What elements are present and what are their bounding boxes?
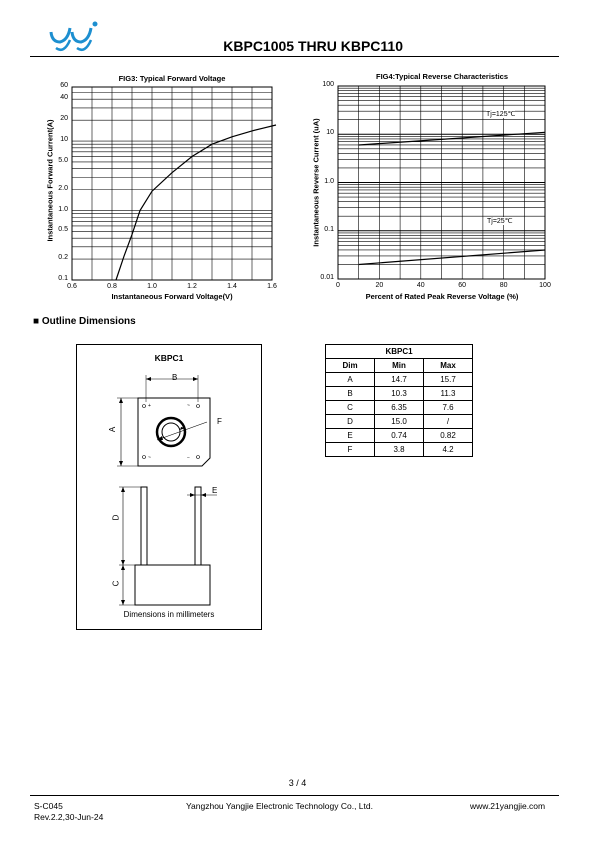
fig4-ytick: 0.1 xyxy=(324,225,334,233)
outline-drawing xyxy=(76,344,262,630)
fig4-label-25: Tj=25℃ xyxy=(487,218,513,225)
website: www.21yangjie.com xyxy=(470,801,546,811)
svg-text:~: ~ xyxy=(148,455,151,461)
dimension-table-title: KBPC1 xyxy=(326,345,473,359)
dimensions-caption: Dimensions in millimeters xyxy=(123,610,215,619)
fig3-ytick: 2.0 xyxy=(58,184,68,192)
fig4-xtick: 80 xyxy=(499,282,508,289)
fig3-title: FIG3: Typical Forward Voltage xyxy=(118,74,226,83)
table-cell: 15.7 xyxy=(424,373,473,387)
dim-label-a: A xyxy=(108,426,118,433)
table-cell: C xyxy=(326,401,375,415)
dim-label-e: E xyxy=(212,486,218,495)
fig3-ytick: 10 xyxy=(60,136,68,144)
fig3-xtick: 1.0 xyxy=(147,283,157,290)
doc-code: S-C045 xyxy=(34,801,63,811)
dimension-table xyxy=(325,344,473,457)
table-row xyxy=(326,429,473,443)
dimension-table-header: Min xyxy=(375,359,424,373)
dim-label-d: D xyxy=(111,514,121,521)
fig4-ytick: 10 xyxy=(326,129,334,137)
table-cell: B xyxy=(326,387,375,401)
fig3-ytick: 1.0 xyxy=(58,205,68,213)
table-cell: 14.7 xyxy=(375,373,424,387)
fig4-xtick: 0 xyxy=(336,282,340,289)
table-cell: F xyxy=(326,443,375,457)
document-title: KBPC1005 THRU KBPC110 xyxy=(223,38,403,54)
table-cell: D xyxy=(326,415,375,429)
table-cell: 3.8 xyxy=(375,443,424,457)
outline-heading: ■ Outline Dimensions xyxy=(33,316,136,327)
page-number: 3 / 4 xyxy=(288,778,307,788)
table-cell: 15.0 xyxy=(375,415,424,429)
table-cell: 7.6 xyxy=(424,401,473,415)
fig4-label-125: Tj=125℃ xyxy=(486,111,516,118)
fig4-ylabel: Instantaneous Reverse Current (uA) xyxy=(311,118,321,247)
table-cell: / xyxy=(424,415,473,429)
table-row xyxy=(326,443,473,457)
fig4-plot xyxy=(0,0,595,300)
company-name: Yangzhou Yangjie Electronic Technology Co., Ltd. xyxy=(186,801,373,811)
table-row xyxy=(326,401,473,415)
fig4-ytick: 1.0 xyxy=(324,177,334,185)
fig3-ytick: 0.2 xyxy=(58,254,68,262)
dimension-table-header: Max xyxy=(424,359,473,373)
svg-text:−: − xyxy=(187,455,190,461)
table-cell: 0.82 xyxy=(424,429,473,443)
package-diagram xyxy=(77,345,263,631)
table-cell: E xyxy=(326,429,375,443)
fig4-ytick: 0.01 xyxy=(320,274,334,281)
fig4-series-25 xyxy=(359,250,545,265)
table-cell: 4.2 xyxy=(424,443,473,457)
svg-text:~: ~ xyxy=(187,403,190,409)
fig3-ytick: 40 xyxy=(60,94,68,102)
fig4-xtick: 100 xyxy=(539,282,551,289)
revision: Rev.2.2,30-Jun-24 xyxy=(34,812,104,822)
dim-label-c: C xyxy=(111,580,121,587)
fig4-ytick: 100 xyxy=(322,81,334,88)
table-cell: 11.3 xyxy=(424,387,473,401)
fig3-ytick: 5.0 xyxy=(58,156,68,164)
table-cell: 0.74 xyxy=(375,429,424,443)
table-row xyxy=(326,415,473,429)
fig3-xtick: 1.6 xyxy=(267,283,277,290)
table-row xyxy=(326,387,473,401)
fig4-xtick: 40 xyxy=(416,282,425,289)
fig4-title: FIG4:Typical Reverse Characteristics xyxy=(375,72,508,81)
fig4-xlabel: Percent of Rated Peak Reverse Voltage (%) xyxy=(365,292,519,301)
fig4-xtick: 60 xyxy=(458,282,467,289)
fig3-ytick: 0.1 xyxy=(58,275,68,282)
fig3-xlabel: Instantaneous Forward Voltage(V) xyxy=(111,292,233,301)
fig3-xtick: 1.2 xyxy=(187,283,197,290)
dim-label-b: B xyxy=(172,373,178,382)
fig3-xtick: 1.4 xyxy=(227,283,237,290)
footer-rule xyxy=(30,795,559,796)
fig3-xtick: 0.6 xyxy=(67,283,77,290)
fig3-xtick: 0.8 xyxy=(107,283,117,290)
fig3-ytick: 60 xyxy=(60,82,68,89)
package-name: KBPC1 xyxy=(154,353,184,363)
table-cell: 10.3 xyxy=(375,387,424,401)
fig3-ytick: 0.5 xyxy=(58,226,68,234)
svg-text:+: + xyxy=(148,403,151,409)
table-cell: A xyxy=(326,373,375,387)
table-row xyxy=(326,373,473,387)
fig4-xtick: 20 xyxy=(375,282,384,289)
dimension-table-header: Dim xyxy=(326,359,375,373)
table-cell: 6.35 xyxy=(375,401,424,415)
fig3-ytick: 20 xyxy=(60,115,68,123)
dim-label-f: F xyxy=(217,417,222,426)
fig3-ylabel: Instantaneous Forward Current(A) xyxy=(45,119,55,242)
